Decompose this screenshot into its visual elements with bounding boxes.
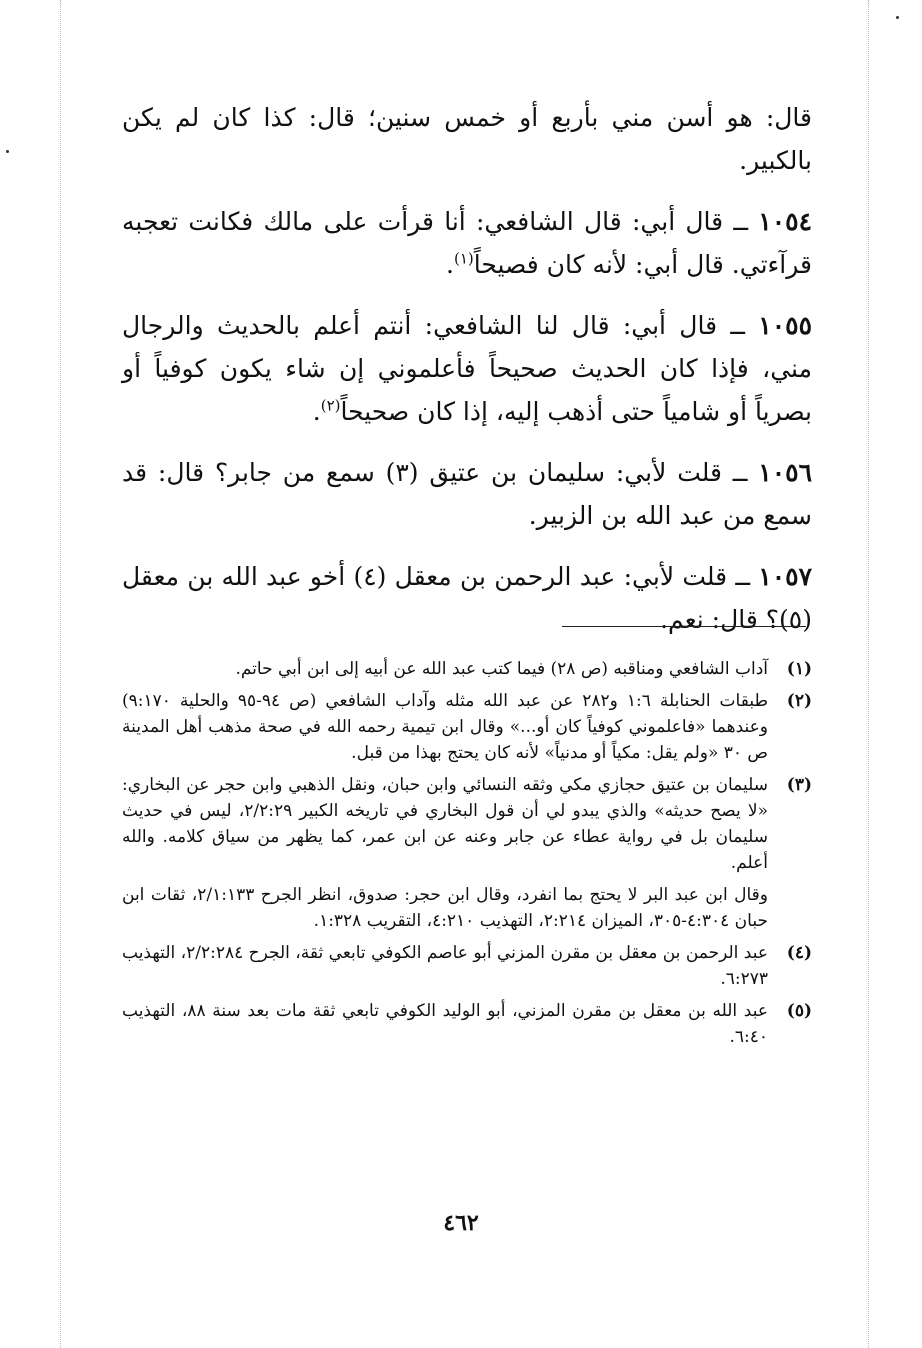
paragraph-text: ــ قال أبي: قال الشافعي: أنا قرأت على مالك فكانت تعجبه قرآءتي. قال أبي: لأنه كان فصيحاً (122, 207, 812, 279)
footnote-separator (562, 626, 806, 627)
paragraph-1055: ١٠٥٥ ــ قال أبي: قال لنا الشافعي: أنتم أعلم بالحديث والرجال مني، فإذا كان الحديث صحيحاً فأعلموني إن شاء يكون كوفياً أو بصرياً أو شامياً حتى أذهب إليه، إذا كان صحيحاً$^{(٢)}$. (122, 311, 812, 426)
paragraph-text: ــ قال أبي: قال لنا الشافعي: أنتم أعلم بالحديث والرجال مني، فإذا كان الحديث صحيحاً فأعلموني إن شاء يكون كوفياً أو بصرياً أو شامياً حتى أذهب إليه، إذا كان صحيحاً (122, 311, 812, 426)
paragraph-1056 (122, 451, 812, 537)
right-margin-guide (868, 0, 869, 1348)
paragraph-number: ١٠٥٥ (758, 311, 812, 340)
scan-speck (6, 150, 9, 153)
paragraph (122, 96, 812, 182)
paragraph-1054: ١٠٥٤ ــ قال أبي: قال الشافعي: أنا قرأت على مالك فكانت تعجبه قرآءتي. قال أبي: لأنه كان فصيحاً$^{(١)}$. (122, 207, 812, 279)
paragraph-text: ــ قلت لأبي: سليمان بن عتيق (٣) سمع من جابر؟ قال: قد سمع من عبد الله بن الزبير. (122, 458, 812, 530)
footnote-text: عبد الرحمن بن معقل بن مقرن المزني أبو عاصم الكوفي تابعي ثقة، الجرح ٢/٢:٢٨٤، التهذيب ٦:٢٧٣. (122, 943, 768, 989)
footnote-text: عبد الله بن معقل بن مقرن المزني، أبو الوليد الكوفي تابعي ثقة مات بعد سنة ٨٨، التهذيب ٦:٤٠. (122, 1001, 768, 1047)
footnote-number: (٣) (786, 775, 812, 795)
footnote-number: (٤) (786, 943, 812, 963)
footnote (122, 656, 812, 682)
footnote-number: (١) (786, 659, 812, 679)
footnote (122, 688, 812, 766)
paragraph-number: ١٠٥٧ (758, 562, 812, 591)
footnote (122, 772, 812, 934)
footnote-text: آداب الشافعي ومناقبه (ص ٢٨) فيما كتب عبد الله عن أبيه إلى ابن أبي حاتم. (235, 659, 768, 679)
footnote-reference: (١) (453, 249, 474, 268)
footnote (122, 998, 812, 1050)
scan-speck (896, 16, 899, 19)
paragraph-1057 (122, 555, 812, 641)
left-margin-guide (60, 0, 61, 1348)
footnote-text: طبقات الحنابلة ١:٦ و٢٨٢ عن عبد الله مثله وآداب الشافعي (ص ٩٤-٩٥ والحلية ٩:١٧٠) وعندهما «فاعلموني كوفياً كان أو...» وقال ابن تيمية رحمه الله في صحة مذهب أهل المدينة ص ٣٠ «ولم يقل: مكياً أو مدنياً» لأنه كان يحتج بهذا من قبل. (122, 691, 768, 763)
footnote (122, 940, 812, 992)
footnotes (122, 656, 812, 1056)
paragraph-text: ــ قلت لأبي: عبد الرحمن بن معقل (٤) أخو عبد الله بن معقل (٥)؟ قال: نعم. (122, 562, 812, 634)
main-text (122, 96, 812, 659)
paragraph-number: ١٠٥٤ (758, 207, 812, 236)
footnote-reference: (٢) (320, 396, 341, 415)
footnote-number: (٥) (786, 1001, 812, 1021)
paragraph-number: ١٠٥٦ (758, 458, 812, 487)
page-number: ٤٦٢ (443, 1210, 479, 1236)
footnote-number: (٢) (786, 691, 812, 711)
footnote-text: وقال ابن عبد البر لا يحتج بما انفرد، وقال ابن حجر: صدوق، انظر الجرح ٢/١:١٣٣، ثقات ابن حبان ٤:٣٠٤-٣٠٥، الميزان ٢:٢١٤، التهذيب ٤:٢١٠، التقريب ١:٣٢٨. (122, 885, 768, 931)
footnote-text: سليمان بن عتيق حجازي مكي وثقه النسائي وابن حبان، ونقل الذهبي وابن حجر عن البخاري: «لا يصح حديثه» والذي يبدو لي أن قول البخاري في تاريخه الكبير ٢/٢:٢٩، ليس في حديث سليمان بل في رواية عطاء عن جابر وعنه عن ابن عمر، كما يظهر من سياق كلامه. والله أعلم. (122, 775, 768, 873)
paragraph-text: قال: هو أسن مني بأربع أو خمس سنين؛ قال: كذا كان لم يكن بالكبير. (122, 103, 812, 175)
